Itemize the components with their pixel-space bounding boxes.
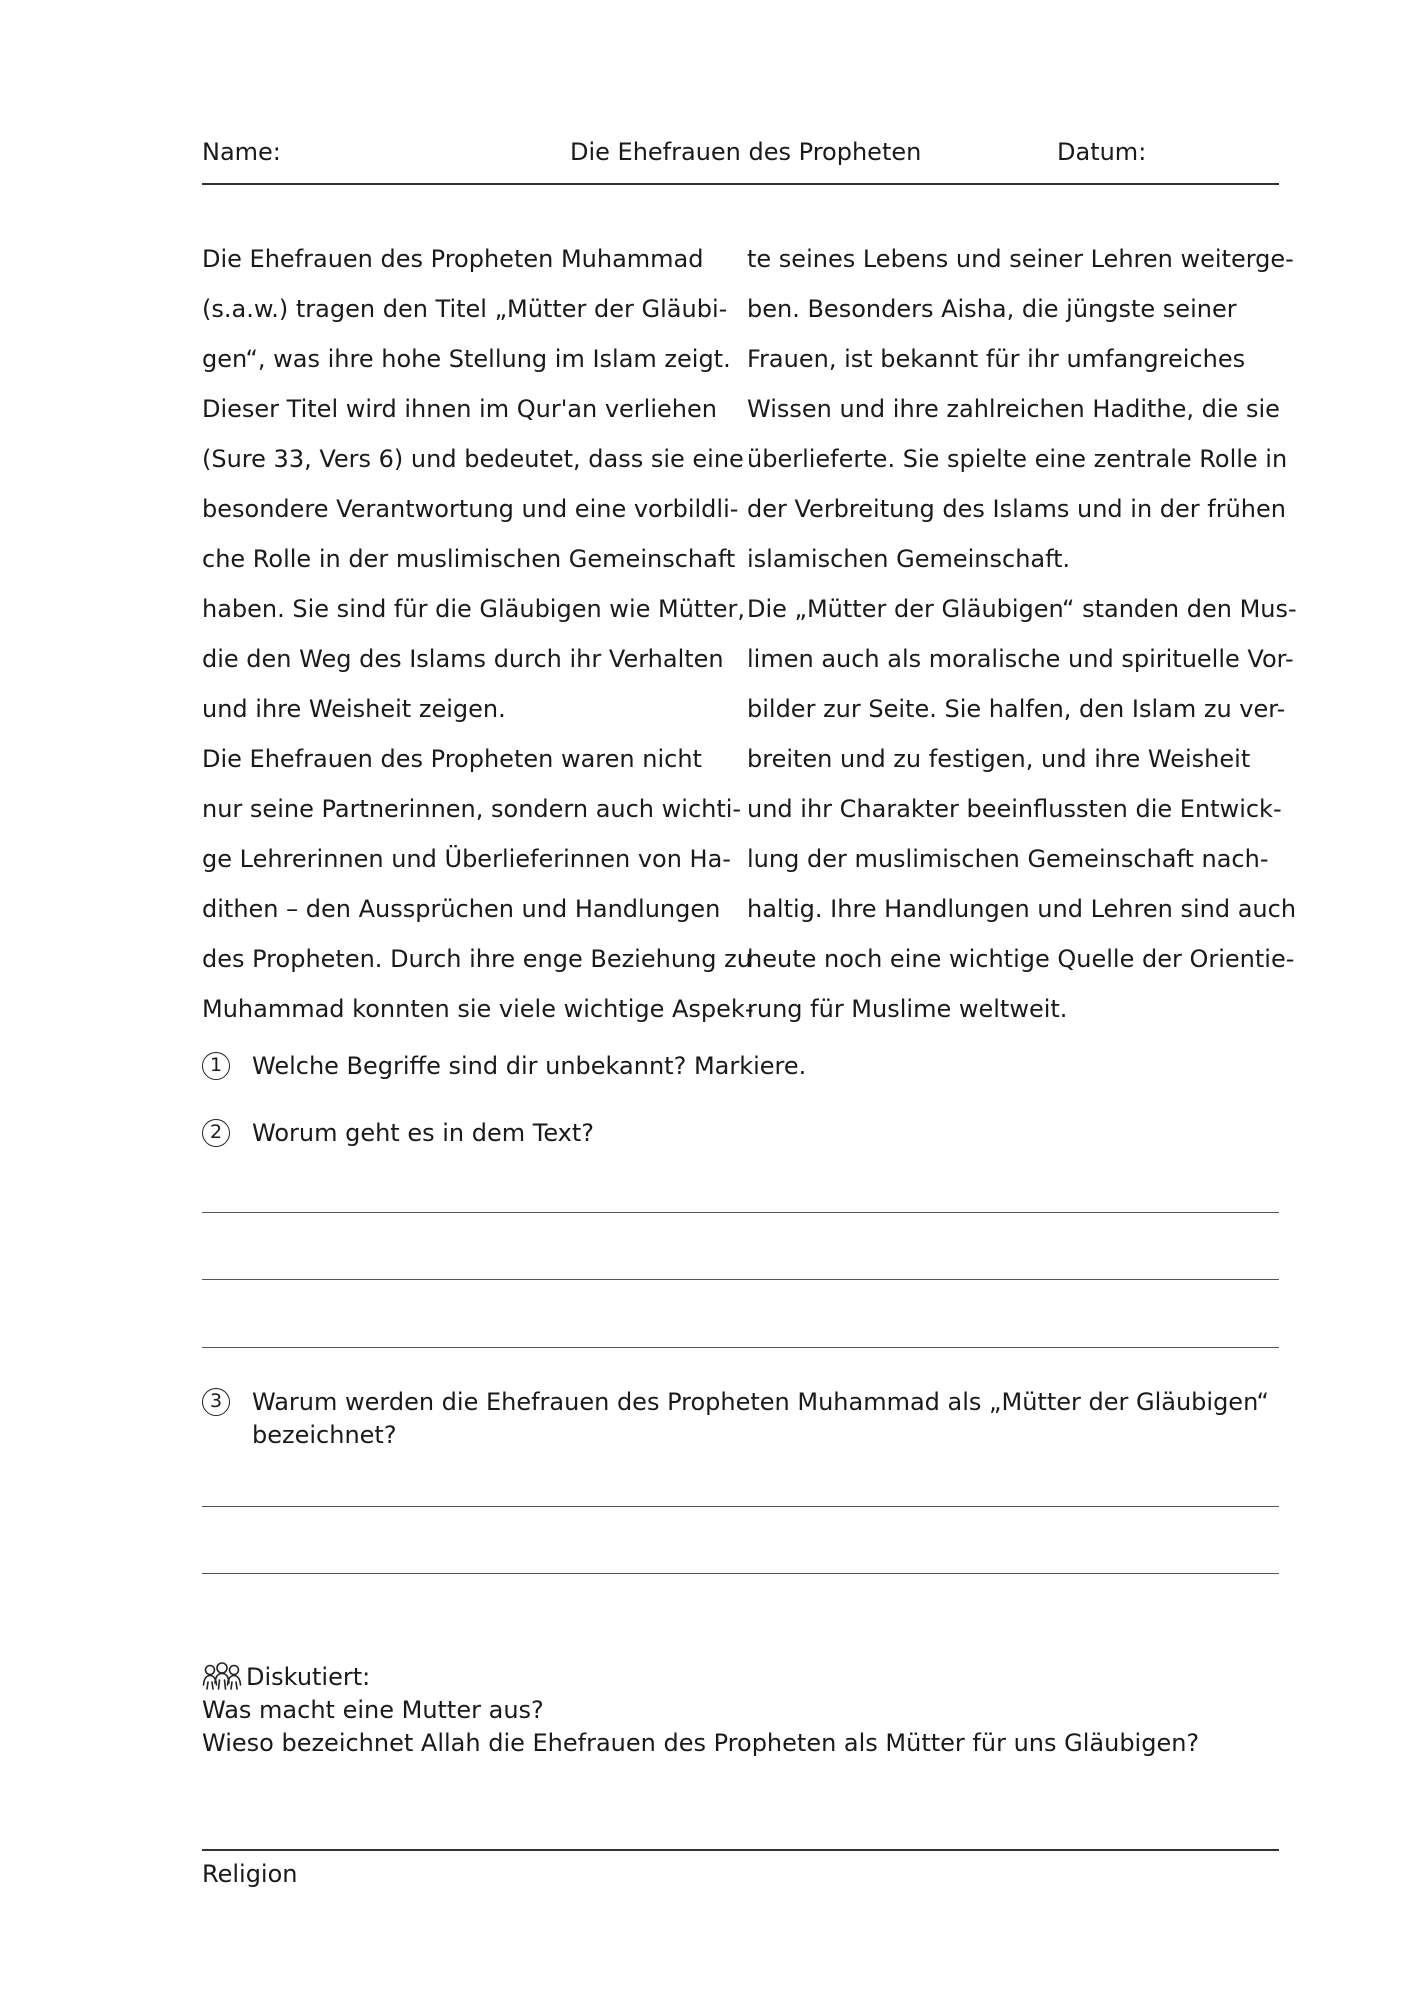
answer-line[interactable] xyxy=(202,1347,1279,1348)
text-column-left xyxy=(202,234,753,1034)
text-line: nur seine Partnerinnen, sondern auch wichti- xyxy=(202,795,742,823)
text-line: haltig. Ihre Handlungen und Lehren sind auch xyxy=(747,895,1297,923)
text-line: rung für Muslime weltweit. xyxy=(747,995,1068,1023)
discussion-question: Wieso bezeichnet Allah die Ehefrauen des Propheten als Mütter für uns Gläubigen? xyxy=(202,1729,1200,1757)
task-number-badge: 2 xyxy=(202,1119,230,1147)
group-people-icon xyxy=(202,1661,246,1694)
text-line: und ihre Weisheit zeigen. xyxy=(202,695,506,723)
task-text: Warum werden die Ehefrauen des Propheten Muhammad als „Mütter der Gläubigen“ bezeichnet? xyxy=(252,1388,1269,1449)
text-line: haben. Sie sind für die Gläubigen wie Mütter, xyxy=(202,595,745,623)
discussion-question: Was macht eine Mutter aus? xyxy=(202,1696,544,1724)
text-line: ben. Besonders Aisha, die jüngste seiner xyxy=(747,295,1237,323)
task-text: Worum geht es in dem Text? xyxy=(252,1119,595,1147)
text-line: (s.a.w.) tragen den Titel „Mütter der Gläubi- xyxy=(202,295,728,323)
answer-line[interactable] xyxy=(202,1506,1279,1507)
text-line: lung der muslimischen Gemeinschaft nach- xyxy=(747,845,1269,873)
text-line: che Rolle in der muslimischen Gemeinschaft xyxy=(202,545,736,573)
text-line: Muhammad konnten sie viele wichtige Aspek- xyxy=(202,995,754,1023)
text-column-right xyxy=(747,234,1297,1034)
text-line: ge Lehrerinnen und Überlieferinnen von Ha- xyxy=(202,845,731,873)
text-line: und ihr Charakter beeinflussten die Entwick- xyxy=(747,795,1282,823)
text-line: te seines Lebens und seiner Lehren weiterge- xyxy=(747,245,1294,273)
text-line: limen auch als moralische und spirituelle Vor- xyxy=(747,645,1294,673)
text-line: gen“, was ihre hohe Stellung im Islam zeigt. xyxy=(202,345,731,373)
text-line: Die „Mütter der Gläubigen“ standen den Mus- xyxy=(747,595,1297,623)
name-label: Name: xyxy=(202,138,281,166)
task-number-badge: 3 xyxy=(202,1388,230,1416)
text-line: die den Weg des Islams durch ihr Verhalten xyxy=(202,645,724,673)
text-line: (Sure 33, Vers 6) und bedeutet, dass sie eine xyxy=(202,445,744,473)
answer-line[interactable] xyxy=(202,1573,1279,1574)
text-line: Dieser Titel wird ihnen im Qur'an verliehen xyxy=(202,395,717,423)
text-line: Die Ehefrauen des Propheten Muhammad xyxy=(202,245,704,273)
footer-subject: Religion xyxy=(202,1860,298,1888)
text-line: besondere Verantwortung und eine vorbildli- xyxy=(202,495,739,523)
discussion-heading xyxy=(202,1661,1199,1694)
discussion-label: Diskutiert: xyxy=(246,1663,371,1691)
text-line: heute noch eine wichtige Quelle der Orientie- xyxy=(747,945,1295,973)
text-line: dithen – den Aussprüchen und Handlungen xyxy=(202,895,721,923)
text-line: Die Ehefrauen des Propheten waren nicht xyxy=(202,745,702,773)
text-line: bilder zur Seite. Sie halfen, den Islam zu ver- xyxy=(747,695,1286,723)
text-line: Frauen, ist bekannt für ihr umfangreiches xyxy=(747,345,1246,373)
text-line: der Verbreitung des Islams und in der frühen xyxy=(747,495,1286,523)
date-label: Datum: xyxy=(1057,138,1147,166)
text-line: breiten und zu festigen, und ihre Weisheit xyxy=(747,745,1251,773)
text-line: überlieferte. Sie spielte eine zentrale Rolle in xyxy=(747,445,1288,473)
answer-line[interactable] xyxy=(202,1212,1279,1213)
header-divider xyxy=(202,183,1279,185)
text-line: Wissen und ihre zahlreichen Hadithe, die sie xyxy=(747,395,1280,423)
discussion-section xyxy=(202,1661,1199,1760)
task-number-badge: 1 xyxy=(202,1052,230,1080)
footer-divider xyxy=(202,1849,1279,1851)
answer-line[interactable] xyxy=(202,1279,1279,1280)
text-line: des Propheten. Durch ihre enge Beziehung zu xyxy=(202,945,752,973)
task-text: Welche Begriffe sind dir unbekannt? Markiere. xyxy=(252,1052,807,1080)
text-line: islamischen Gemeinschaft. xyxy=(747,545,1071,573)
worksheet-title: Die Ehefrauen des Propheten xyxy=(570,138,922,166)
